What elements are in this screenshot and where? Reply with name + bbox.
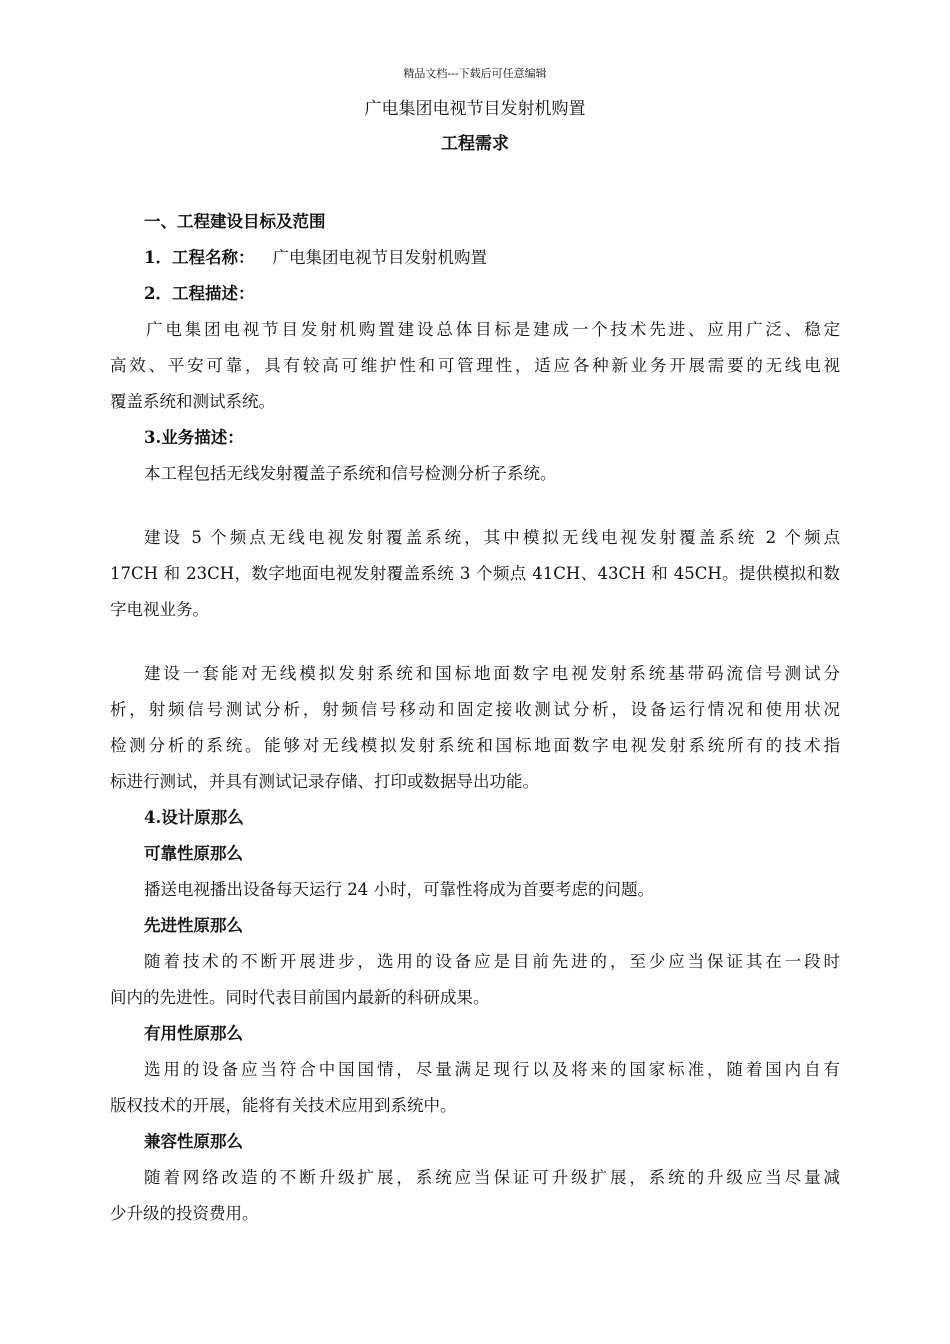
header-note: 精品文档---下载后可任意编辑 — [403, 67, 547, 80]
document-body — [110, 204, 840, 1232]
spacer — [110, 492, 840, 520]
paragraph-line: 广电集团电视节目发射机购置建设总体目标是建成一个技术先进、应用广泛、稳定 — [146, 320, 840, 339]
principle-line: 选用的设备应当符合中国国情，尽量满足现行以及将来的国家标准，随着国内自有 — [144, 1060, 840, 1079]
paragraph-line: 建设 5 个频点无线电视发射覆盖系统，其中模拟无线电视发射覆盖系统 2 个频点 — [144, 528, 840, 547]
paragraph-line: 字电视业务。 — [110, 600, 209, 619]
paragraph-line: 高效、平安可靠，具有较高可维护性和可管理性，适应各种新业务开展需要的无线电视 — [110, 356, 840, 375]
project-name-row — [110, 240, 840, 276]
paragraph-line: 析，射频信号测试分析，射频信号移动和固定接收测试分析，设备运行情况和使用状况 — [110, 700, 840, 719]
business-intro: 本工程包括无线发射覆盖子系统和信号检测分析子系统。 — [144, 464, 557, 483]
paragraph-line: 建设一套能对无线模拟发射系统和国标地面数字电视发射系统基带码流信号测试分 — [144, 664, 840, 683]
spacer — [110, 628, 840, 656]
section-heading: 一、工程建设目标及范围 — [144, 212, 326, 231]
principle-heading: 可靠性原那么 — [144, 844, 243, 863]
paragraph-line: 检测分析的系统。能够对无线模拟发射系统和国标地面数字电视发射系统所有的技术指 — [110, 736, 840, 755]
paragraph-line: 覆盖系统和测试系统。 — [110, 392, 275, 411]
project-description-label: 2．工程描述： — [144, 284, 255, 303]
principle-line: 随着网络改造的不断升级扩展，系统应当保证可升级扩展，系统的升级应当尽量减 — [144, 1168, 840, 1187]
design-principles-label: 4.设计原那么 — [144, 808, 244, 827]
project-name-value: 广电集团电视节目发射机购置 — [272, 248, 487, 267]
principle-line: 播送电视播出设备每天运行 24 小时，可靠性将成为首要考虑的问题。 — [144, 880, 654, 899]
business-description-label: 3.业务描述： — [144, 428, 244, 447]
project-name-label: 1．工程名称： — [144, 248, 255, 267]
principle-line: 间内的先进性。同时代表目前国内最新的科研成果。 — [110, 988, 490, 1007]
paragraph-line: 标进行测试，并具有测试记录存储、打印或数据导出功能。 — [110, 772, 539, 791]
principle-heading: 有用性原那么 — [144, 1024, 243, 1043]
paragraph-line: 17CH 和 23CH，数字地面电视发射覆盖系统 3 个频点 41CH、43CH 和 45CH。提供模拟和数 — [110, 564, 840, 583]
principle-line: 随着技术的不断开展进步，选用的设备应是目前先进的，至少应当保证其在一段时 — [144, 952, 840, 971]
principle-heading: 兼容性原那么 — [144, 1132, 243, 1151]
principle-line: 版权技术的开展，能将有关技术应用到系统中。 — [110, 1096, 457, 1115]
document-subtitle: 工程需求 — [441, 134, 509, 154]
principle-line: 少升级的投资费用。 — [110, 1204, 259, 1223]
principle-heading: 先进性原那么 — [144, 916, 243, 935]
document-title: 广电集团电视节目发射机购置 — [364, 99, 586, 119]
